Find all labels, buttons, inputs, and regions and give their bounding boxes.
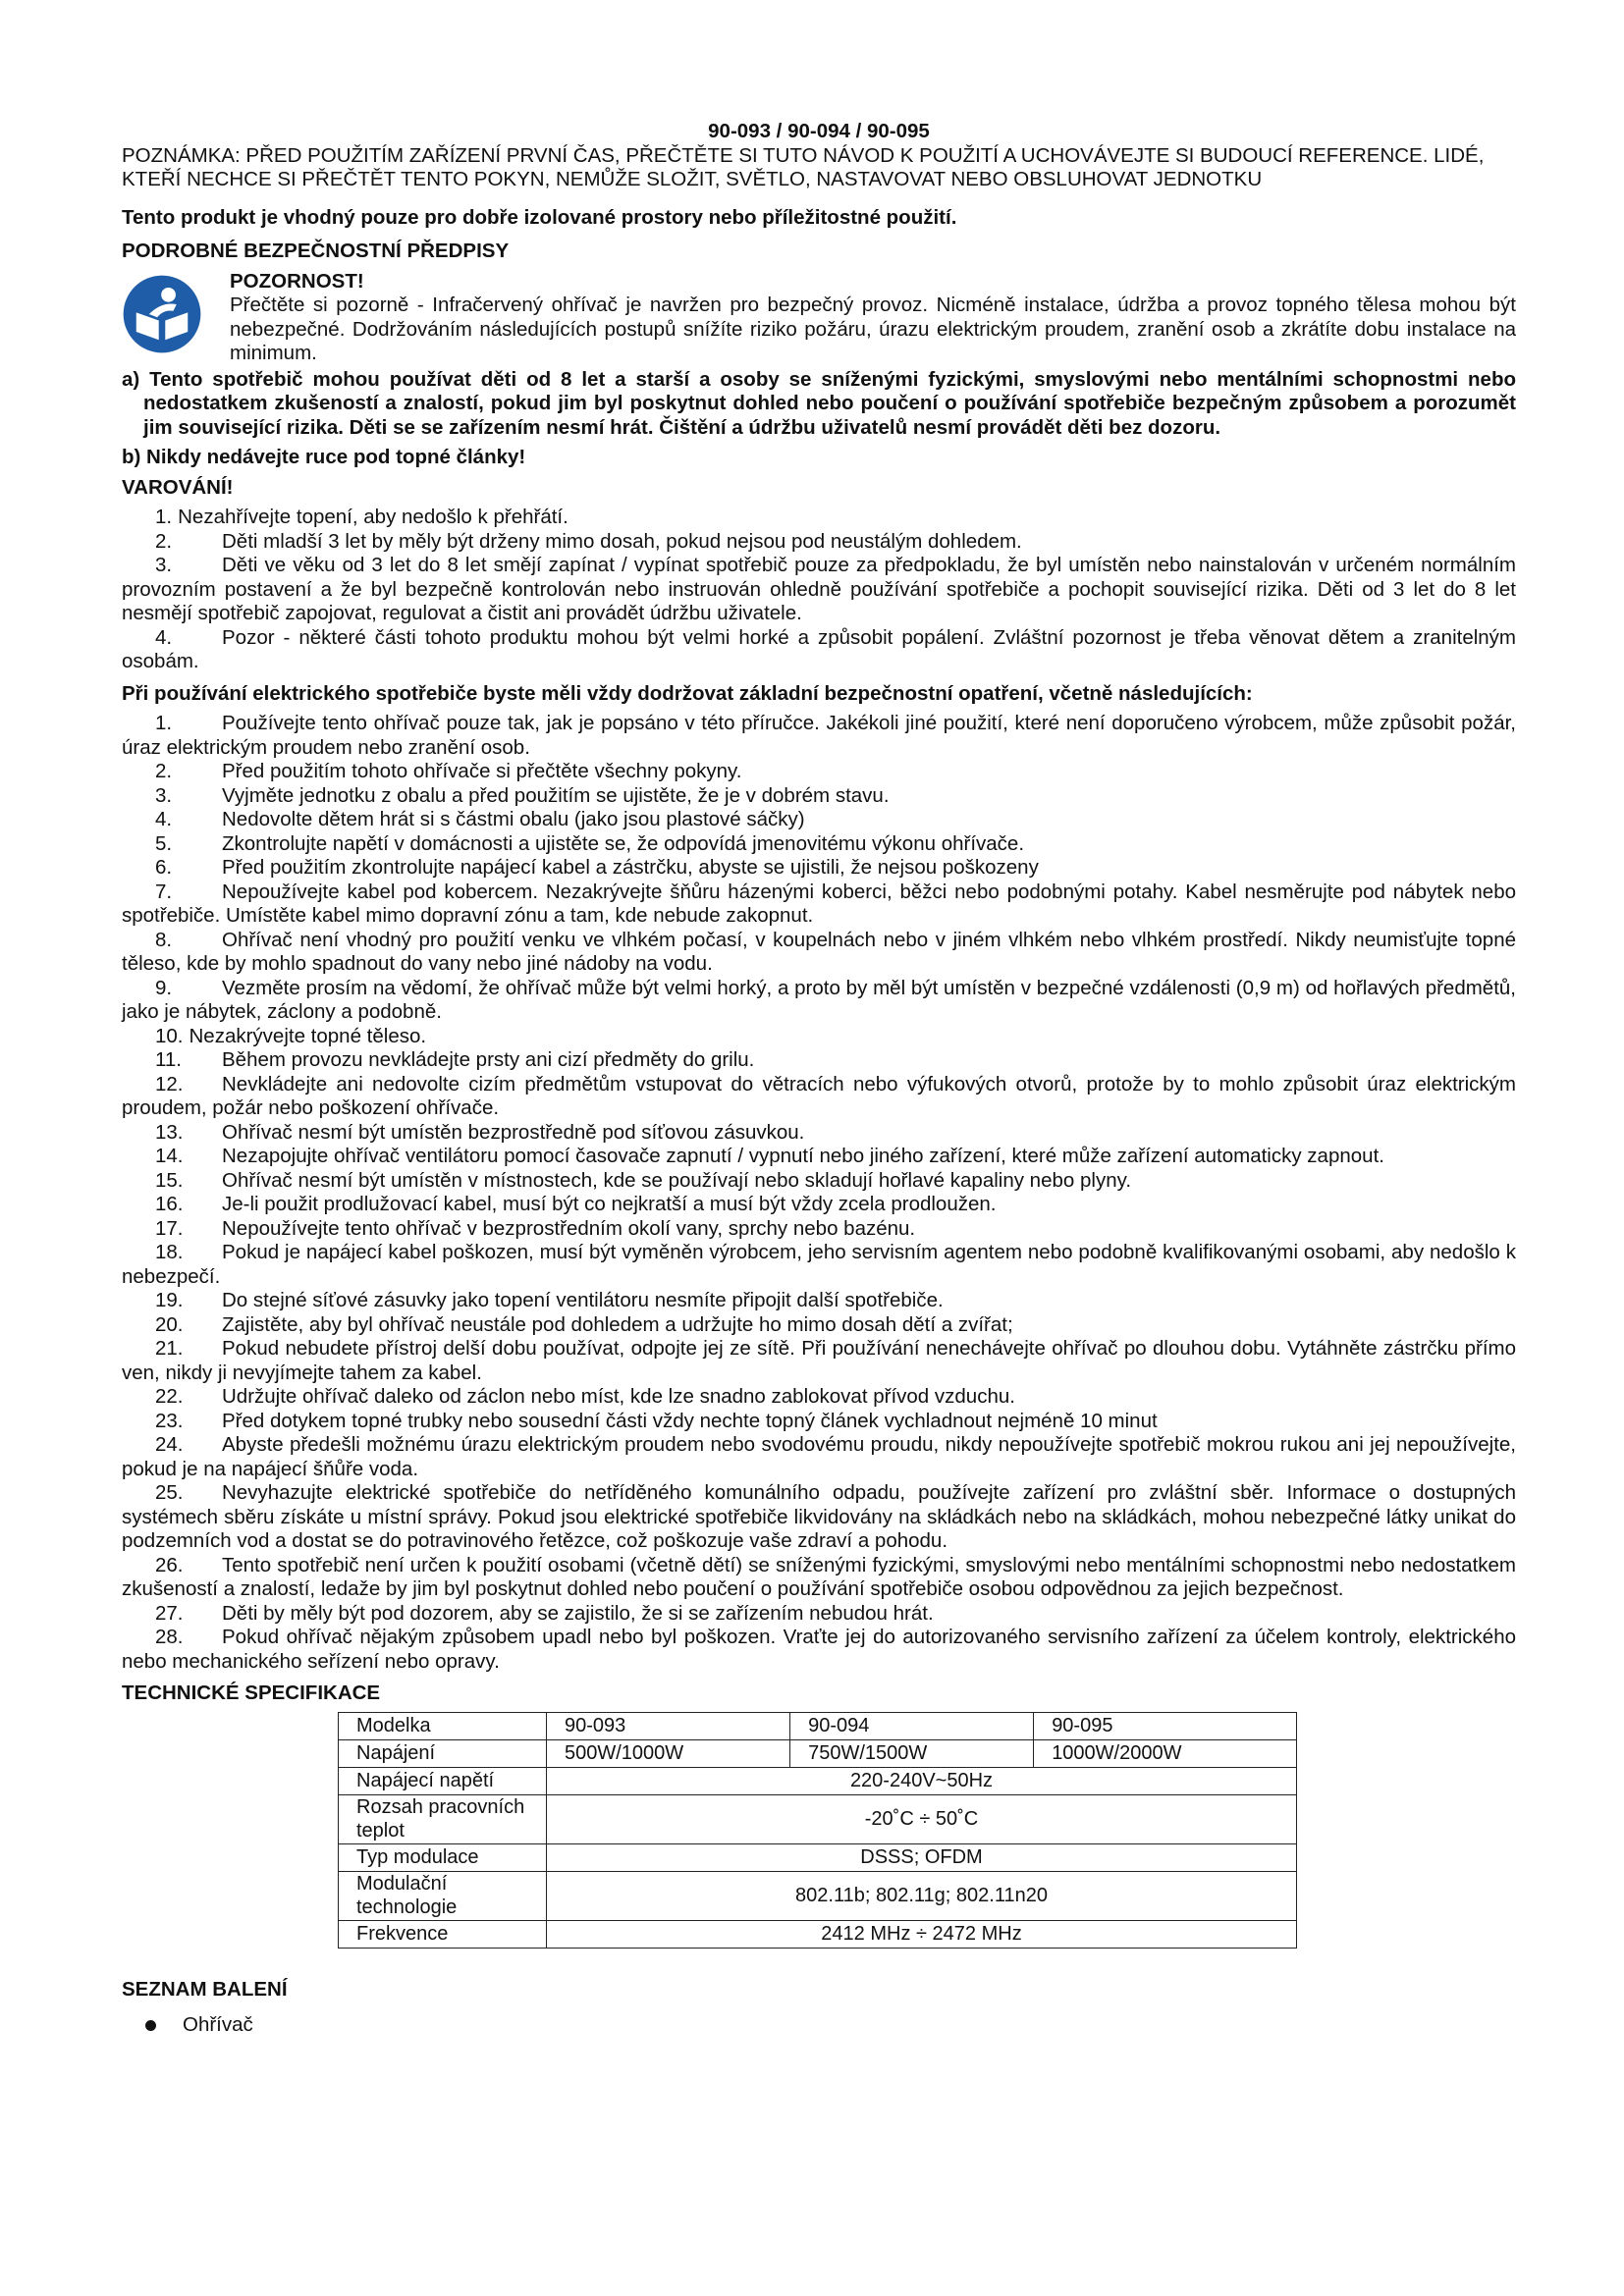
list-item [122, 1385, 1516, 1410]
caution-text: Přečtěte si pozorně - Infračervený ohřívač je navržen pro bezpečný provoz. Nicméně instalace, údržba a provoz topného tělesa mohou být nebezpečné. Dodržováním následujících postupů snížíte riziko požáru, úrazu elektrickým proudem, zranění osob a zkrátíte dobu instalace na minimum. [230, 294, 1516, 364]
spec-row [339, 1794, 1297, 1843]
item-text: Před použitím zkontrolujte napájecí kabel a zástrčku, abyste se ujistili, že nejsou poškozeny [222, 856, 1039, 879]
list-item [122, 808, 1516, 832]
item-number: 2. [155, 760, 173, 782]
item-text: Pokud je napájecí kabel poškozen, musí být vyměněn výrobcem, jeho servisním agentem nebo podobně kvalifikovanými osobami, aby nedošlo k nebezpečí. [122, 1241, 1516, 1288]
list-item [122, 1145, 1516, 1169]
item-number: 27. [155, 1601, 184, 1625]
item-text: Zkontrolujte napětí v domácnosti a ujistěte se, že odpovídá jmenovitému výkonu ohřívače. [222, 831, 1025, 855]
list-item [122, 1554, 1516, 1602]
spec-label: Napájení [339, 1739, 547, 1767]
item-number: 12. [155, 1072, 184, 1095]
item-text: Zajistěte, aby byl ohřívač neustále pod dohledem a udržujte ho mimo dosah dětí a zvířat; [222, 1312, 1013, 1336]
list-item [122, 1313, 1516, 1338]
spec-label: Modelka [339, 1712, 547, 1739]
suitability-note: Tento produkt je vhodný pouze pro dobře izolované prostory nebo příležitostné použití. [122, 205, 957, 229]
safety-heading: PODROBNÉ BEZPEČNOSTNÍ PŘEDPISY [122, 240, 510, 262]
item-text: Nevyhazujte elektrické spotřebiče do netříděného komunálního odpadu, používejte zařízení pro zvláštní sběr. Informace o dostupných systémech sběru získáte u místní správy. Pokud jsou elektrické spotřebiče likvidovány na skládkách nebo na skládkách, mohou nebezpečné látky unikat do podzemních vod a dostat se do potravinového řetězce, což poškozuje vaše zdraví a pohodu. [122, 1481, 1516, 1552]
spec-value: 2412 MHz ÷ 2472 MHz [547, 1920, 1297, 1948]
item-text: Nezahřívejte topení, aby nedošlo k přehřátí. [178, 506, 568, 528]
spec-label: Typ modulace [339, 1843, 547, 1871]
list-item [122, 1169, 1516, 1194]
item-text: Pozor - některé části tohoto produktu mohou být velmi horké a způsobit popálení. Zvláštní pozornost je třeba věnovat dětem a zranitelným osobám. [122, 625, 1516, 672]
warning-heading: VAROVÁNÍ! [122, 475, 234, 499]
item-number: 21. [155, 1337, 184, 1360]
item-number: 13. [155, 1120, 184, 1144]
list-item [122, 530, 1516, 555]
item-number: 15. [155, 1168, 184, 1192]
list-item [122, 626, 1516, 674]
item-number: 16. [155, 1193, 184, 1215]
list-item [122, 977, 1516, 1025]
item-text: Před dotykem topné trubky nebo sousední části vždy nechte topný článek vychladnout nejméně 10 minut [222, 1409, 1158, 1432]
item-number: 25. [155, 1481, 184, 1504]
list-item [122, 1410, 1516, 1434]
item-number: 11. [155, 1048, 182, 1071]
spec-value: DSSS; OFDM [547, 1843, 1297, 1871]
list-item [122, 832, 1516, 857]
spec-row [339, 1767, 1297, 1794]
item-number: 14. [155, 1145, 184, 1167]
item-text: Vyjměte jednotku z obalu a před použitím se ujistěte, že je v dobrém stavu. [222, 783, 890, 807]
precautions-list [122, 712, 1516, 1674]
item-number: 18. [155, 1241, 184, 1263]
item-number: 17. [155, 1216, 184, 1240]
list-item [122, 1602, 1516, 1627]
spec-value: 750W/1500W [790, 1739, 1034, 1767]
item-text: Během provozu nevkládejte prsty ani cizí předměty do grilu. [222, 1048, 755, 1071]
item-text: Nedovolte dětem hrát si s částmi obalu (jako jsou plastové sáčky) [222, 808, 805, 830]
item-number: 2. [155, 529, 173, 553]
document-page [122, 120, 1516, 2038]
item-number: 24. [155, 1433, 184, 1456]
document-title: 90-093 / 90-094 / 90-095 [708, 120, 930, 142]
item-text: Před použitím tohoto ohřívače si přečtěte všechny pokyny. [222, 760, 742, 782]
spec-value: 220-240V~50Hz [547, 1767, 1297, 1794]
specs-heading: TECHNICKÉ SPECIFIKACE [122, 1682, 381, 1704]
spec-row [339, 1712, 1297, 1739]
list-item [122, 1025, 1516, 1049]
preuse-note: POZNÁMKA: PŘED POUŽITÍM ZAŘÍZENÍ PRVNÍ ČAS, PŘEČTĚTE SI TUTO NÁVOD K POUŽITÍ A UCHOVÁVEJTE SI BUDOUCÍ REFERENCE. LIDÉ, KTEŘÍ NECHCE SI PŘEČTĚT TENTO POKYN, NEMŮŽE SLOŽIT, SVĚTLO, NASTAVOVAT NEBO OBSLUHOVAT JEDNOTKU [122, 143, 1485, 190]
item-text: Ohřívač nesmí být umístěn bezprostředně pod síťovou zásuvkou. [222, 1120, 805, 1144]
list-item [122, 881, 1516, 929]
item-number: 26. [155, 1553, 184, 1576]
spec-value: 1000W/2000W [1034, 1739, 1297, 1767]
item-number: 5. [155, 831, 173, 855]
spec-label: Napájecí napětí [339, 1767, 547, 1794]
list-item [122, 1073, 1516, 1121]
item-text: Udržujte ohřívač daleko od záclon nebo míst, kde lze snadno zablokovat přívod vzduchu. [222, 1385, 1015, 1408]
item-number: 4. [155, 625, 173, 649]
list-item [122, 1289, 1516, 1313]
item-text: Nezapojujte ohřívač ventilátoru pomocí časovače zapnutí / vypnutí nebo jiného zařízení, které může zařízení automaticky zapnout. [222, 1145, 1384, 1167]
list-item [122, 1241, 1516, 1289]
read-manual-icon [122, 274, 202, 354]
item-text: Nepoužívejte tento ohřívač v bezprostředním okolí vany, sprchy nebo bazénu. [222, 1216, 916, 1240]
item-number: 22. [155, 1385, 184, 1408]
spec-row [339, 1843, 1297, 1871]
item-text: Ohřívač není vhodný pro použití venku ve vlhkém počasí, v koupelnách nebo v jiném vlhkém nebo vlhkém prostředí. Nikdy neumisťujte topné těleso, kde by mohlo spadnout do vany nebo jiné nádoby na vodu. [122, 928, 1516, 975]
item-text: Tento spotřebič není určen k použití osobami (včetně dětí) se sníženými fyzickými, smyslovými nebo mentálními schopnostmi nebo nedostatkem zkušeností a znalostí, ledaže by jim byl poskytnut dohled nebo poučení o používání spotřebiče osobou odpovědnou za jejich bezpečnost. [122, 1553, 1516, 1600]
spec-label: Rozsah pracovních teplot [339, 1794, 547, 1843]
list-item [122, 1433, 1516, 1481]
item-text: Nevkládejte ani nedovolte cizím předmětům vstupovat do větracích nebo výfukových otvorů, protože by to mohlo způsobit úraz elektrickým proudem, požár nebo poškození ohřívače. [122, 1072, 1516, 1119]
item-text: Je-li použit prodlužovací kabel, musí být co nejkratší a musí být vždy zcela prodloužen. [222, 1193, 997, 1215]
item-text: Do stejné síťové zásuvky jako topení ventilátoru nesmíte připojit další spotřebiče. [222, 1289, 944, 1311]
spec-value: 802.11b; 802.11g; 802.11n20 [547, 1871, 1297, 1920]
list-item [122, 554, 1516, 626]
item-text: Pokud nebudete přístroj delší dobu používat, odpojte jej ze sítě. Při používání nenechávejte ohřívač po dlouhou dobu. Vytáhněte zástrčku přímo ven, nikdy ji nevyjímejte tahem za kabel. [122, 1337, 1516, 1384]
list-item [122, 1048, 1516, 1073]
item-number: 19. [155, 1289, 184, 1311]
item-number: 20. [155, 1312, 184, 1336]
item-number: 3. [155, 783, 173, 807]
spec-row [339, 1739, 1297, 1767]
item-number: 1. [155, 712, 173, 734]
list-item [122, 929, 1516, 977]
spec-row [339, 1871, 1297, 1920]
item-text: Vezměte prosím na vědomí, že ohřívač může být velmi horký, a proto by měl být umístěn v bezpečné vzdálenosti (0,9 m) od hořlavých předmětů, jako je nábytek, záclony a podobně. [122, 976, 1516, 1023]
package-heading: SEZNAM BALENÍ [122, 1977, 288, 2001]
item-text: Pokud ohřívač nějakým způsobem upadl nebo byl poškozen. Vraťte jej do autorizovaného servisního zařízení za účelem kontroly, elektrického nebo mechanického seřízení nebo opravy. [122, 1626, 1516, 1673]
list-item [122, 1193, 1516, 1217]
item-text: Nepoužívejte kabel pod kobercem. Nezakrývejte šňůru házenými koberci, běžci nebo podobnými potahy. Kabel nesměrujte pod nábytek nebo spotřebiče. Umístěte kabel mimo dopravní zónu a tam, kde nebude zakopnut. [122, 880, 1516, 927]
spec-label: Modulační technologie [339, 1871, 547, 1920]
spec-value: 500W/1000W [547, 1739, 790, 1767]
item-number: 10. [155, 1024, 184, 1047]
package-item: Ohřívač [122, 2013, 1516, 2038]
caution-block [122, 270, 1516, 366]
item-number: 1. [155, 506, 173, 528]
list-item [122, 784, 1516, 809]
item-text: Používejte tento ohřívač pouze tak, jak je popsáno v této příručce. Jakékoli jiné použití, které není doporučeno výrobcem, může způsobit požár, úraz elektrickým proudem nebo zranění osob. [122, 712, 1516, 759]
list-item [122, 1481, 1516, 1554]
item-text: Ohřívač nesmí být umístěn v místnostech, kde se používají nebo skladují hořlavé kapaliny nebo plyny. [222, 1168, 1132, 1192]
list-item [122, 1337, 1516, 1385]
spec-table [338, 1712, 1297, 1949]
spec-value: -20˚C ÷ 50˚C [547, 1794, 1297, 1843]
list-item [122, 1217, 1516, 1242]
item-text: Děti mladší 3 let by měly být drženy mimo dosah, pokud nejsou pod neustálým dohledem. [222, 529, 1022, 553]
package-list [122, 2013, 1516, 2038]
spec-label: Frekvence [339, 1920, 547, 1948]
caution-title: POZORNOST! [230, 269, 364, 293]
item-text: Nezakrývejte topné těleso. [189, 1024, 427, 1047]
item-number: 6. [155, 856, 173, 879]
precautions-heading: Při používání elektrického spotřebiče byste měli vždy dodržovat základní bezpečnostní opatření, včetně následujících: [122, 681, 1253, 705]
item-text: Děti by měly být pod dozorem, aby se zajistilo, že si se zařízením nebudou hrát. [222, 1601, 934, 1625]
spec-value: 90-093 [547, 1712, 790, 1739]
item-number: 7. [155, 880, 173, 903]
warning-list [122, 506, 1516, 674]
safety-point-a: a) Tento spotřebič mohou používat děti od 8 let a starší a osoby se sníženými fyzickými, smyslovými nebo mentálními schopnostmi nebo nedostatkem zkušeností a znalostí, pokud jim byl poskytnut dohled nebo poučení o používání spotřebiče bezpečným způsobem a porozumět jim související rizika. Děti se se zařízením nesmí hrát. Čištění a údržbu uživatelů nesmí provádět děti bez dozoru. [122, 367, 1516, 439]
caution-text-block [230, 270, 1516, 366]
item-number: 9. [155, 976, 173, 999]
list-item [122, 1121, 1516, 1146]
list-item [122, 1626, 1516, 1674]
list-item [122, 856, 1516, 881]
spec-value: 90-094 [790, 1712, 1034, 1739]
item-number: 8. [155, 928, 173, 951]
safety-point-b: b) Nikdy nedávejte ruce pod topné články! [122, 446, 526, 468]
spec-value: 90-095 [1034, 1712, 1297, 1739]
list-item [122, 712, 1516, 760]
item-text: Abyste předešli možnému úrazu elektrickým proudem nebo svodovému proudu, nikdy nepoužívejte spotřebič mokrou rukou ani jej nepoužívejte, pokud je na napájecí šňůře voda. [122, 1433, 1516, 1480]
item-number: 28. [155, 1626, 184, 1648]
item-number: 23. [155, 1409, 184, 1432]
spec-row [339, 1920, 1297, 1948]
list-item [122, 760, 1516, 784]
item-number: 4. [155, 808, 173, 830]
list-item [122, 506, 1516, 530]
item-number: 3. [155, 554, 173, 576]
item-text: Děti ve věku od 3 let do 8 let smějí zapínat / vypínat spotřebič pouze za předpokladu, že byl umístěn nebo nainstalován v určeném normálním provozním postavení a že byl bezpečně kontrolován nebo instruován ohledně používání spotřebiče a pochopit související rizika. Děti od 3 let do 8 let nesmějí spotřebič zapojovat, regulovat a čistit ani provádět údržbu uživatele. [122, 554, 1516, 624]
